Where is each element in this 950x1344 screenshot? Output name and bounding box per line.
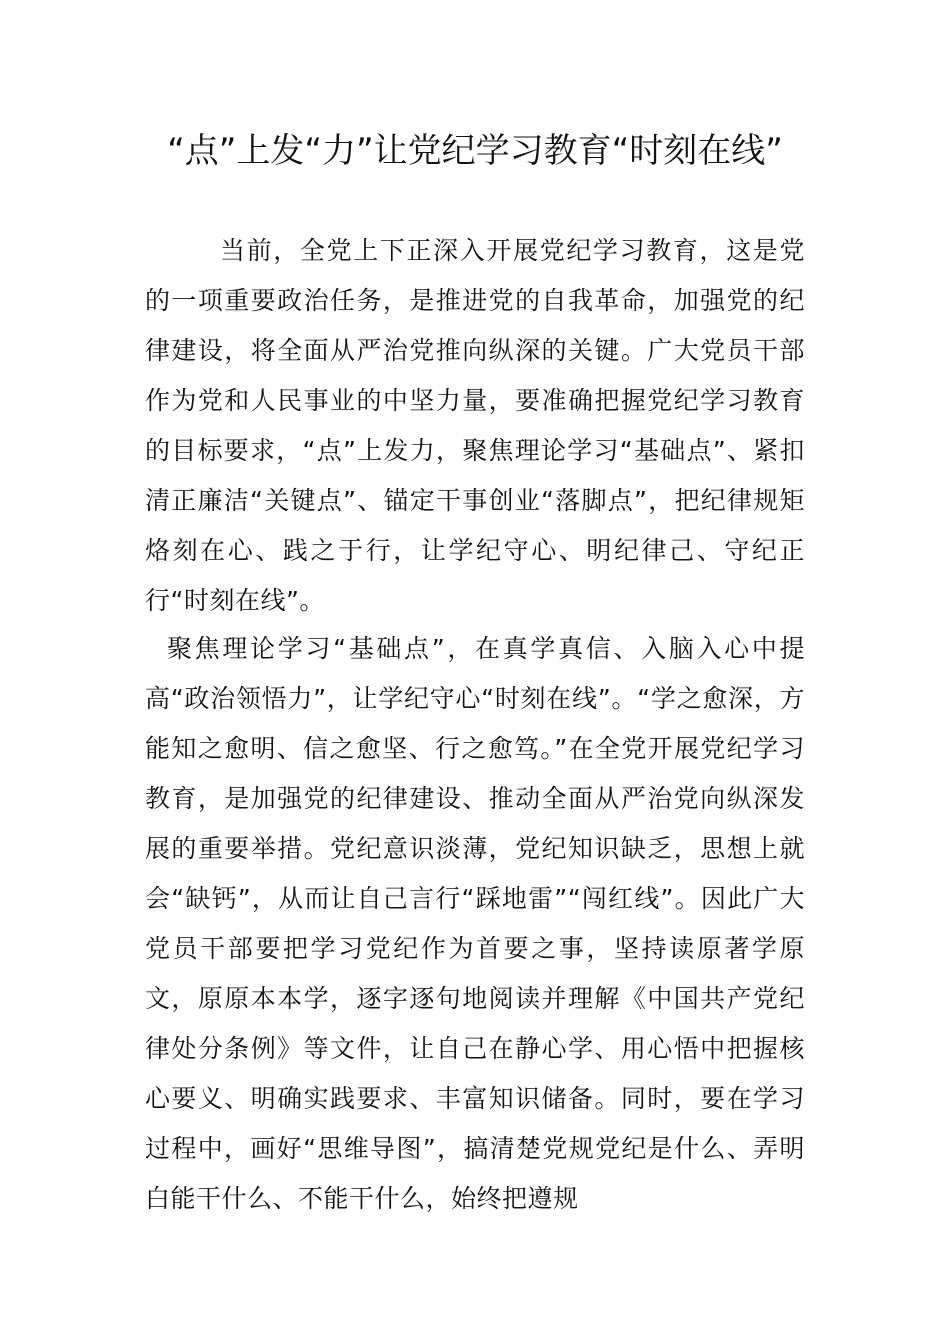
paragraph-intro: 当前，全党上下正深入开展党纪学习教育，这是党的一项重要政治任务，是推进党的自我革命，加强党的纪律建设，将全面从严治党推向纵深的关键。广大党员干部作为党和人民事业的中坚力量，要准确把握党纪学习教育的目标要求，“点”上发力，聚焦理论学习“基础点”、紧扣清正廉洁“关键点”、锚定干事创业“落脚点”，把纪律规矩烙刻在心、践之于行，让学纪守心、明纪律己、守纪正行“时刻在线”。 bbox=[145, 236, 805, 615]
paragraph-theory-study: 聚焦理论学习“基础点”，在真学真信、入脑入心中提高“政治领悟力”，让学纪守心“时刻在线”。“学之愈深，方能知之愈明、信之愈坚、行之愈笃。”在全党开展党纪学习教育，是加强党的纪律建设、推动全面从严治党向纵深发展的重要举措。党纪意识淡薄，党纪知识缺乏，思想上就会“缺钙”，从而让自己言行“踩地雷”“闯红线”。因此广大党员干部要把学习党纪作为首要之事，坚持读原著学原文，原原本本学，逐字逐句地阅读并理解《中国共产党纪律处分条例》等文件，让自己在静心学、用心悟中把握核心要义、明确实践要求、丰富知识储备。同时，要在学习过程中，画好“思维导图”，搞清楚党规党纪是什么、弄明白能干什么、不能干什么，始终把遵规 bbox=[145, 634, 805, 1213]
document-title: “点”上发“力”让党纪学习教育“时刻在线” bbox=[167, 131, 783, 171]
